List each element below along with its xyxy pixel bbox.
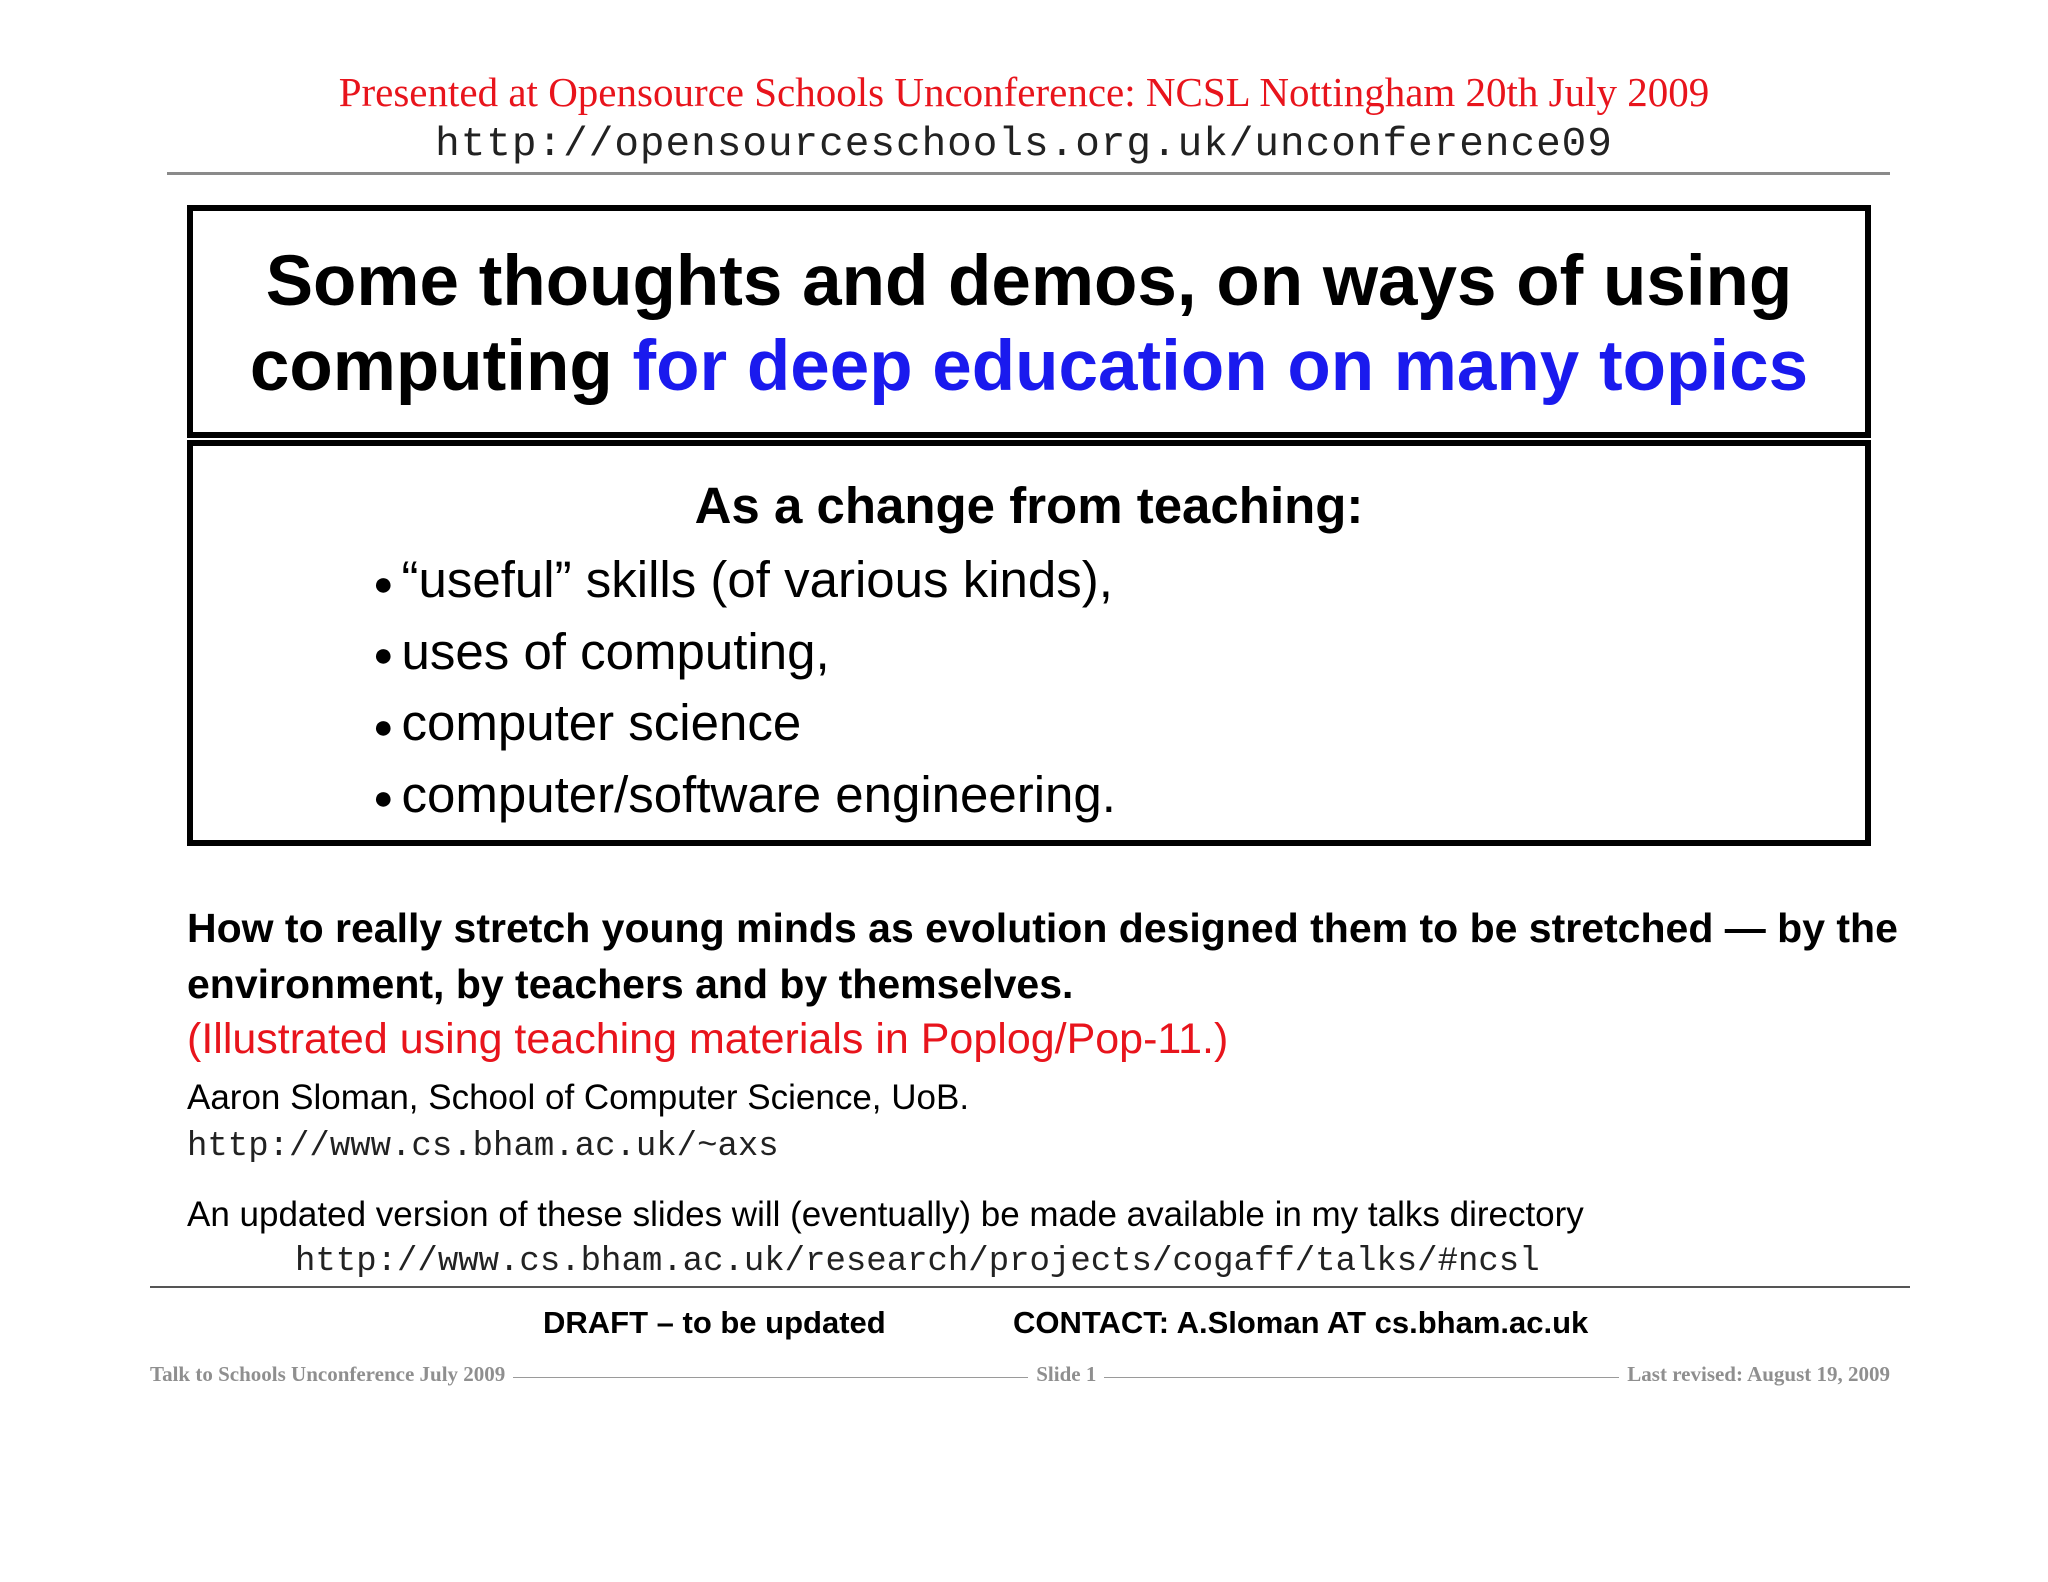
author-line: Aaron Sloman, School of Computer Science, UoB. <box>187 1078 970 1117</box>
bullet-icon: ● <box>373 564 394 603</box>
slide-title <box>193 239 1865 409</box>
top-divider <box>167 172 1890 175</box>
conference-url[interactable]: http://opensourceschools.org.uk/unconference09 <box>435 122 1613 168</box>
title-box <box>187 205 1871 438</box>
footer-leader <box>1104 1377 1619 1378</box>
list-item: ● uses of computing, <box>373 618 1116 690</box>
title-part3: for deep education on many topics <box>632 327 1809 406</box>
bullet-icon: ● <box>373 636 394 675</box>
footer-left: Talk to Schools Unconference July 2009 <box>150 1362 506 1386</box>
bottom-divider <box>150 1286 1910 1288</box>
presented-at-line: Presented at Opensource Schools Unconference: NCSL Nottingham 20th July 2009 <box>338 69 1710 115</box>
talks-url[interactable]: http://www.cs.bham.ac.uk/research/projects/cogaff/talks/#ncsl <box>295 1243 1540 1281</box>
bullet-icon: ● <box>373 779 394 818</box>
footer-right: Last revised: August 19, 2009 <box>1627 1362 1891 1386</box>
slide-number: Slide 1 <box>1036 1362 1097 1386</box>
updated-note: An updated version of these slides will (eventually) be made available in my talks directory <box>187 1195 1584 1234</box>
title-part2: computing <box>249 327 613 406</box>
contact-notice: CONTACT: A.Sloman AT cs.bham.ac.uk <box>1013 1305 1589 1340</box>
change-box <box>187 440 1871 846</box>
footer-leader <box>513 1377 1028 1378</box>
author-url[interactable]: http://www.cs.bham.ac.uk/~axs <box>187 1128 779 1166</box>
list-item: ● computer science <box>373 689 1116 761</box>
change-list <box>373 546 1116 832</box>
slide-footer <box>150 1362 1890 1387</box>
list-item: ● “useful” skills (of various kinds), <box>373 546 1116 618</box>
change-heading: As a change from teaching: <box>694 477 1364 534</box>
draft-notice: DRAFT – to be updated <box>543 1305 886 1340</box>
stretch-statement: How to really stretch young minds as evolution designed them to be stretched — by the environment, by teachers and by themselves. <box>187 905 1898 1007</box>
bullet-icon: ● <box>373 707 394 746</box>
list-item: ● computer/software engineering. <box>373 761 1116 833</box>
illustrated-note: (Illustrated using teaching materials in Poplog/Pop-11.) <box>187 1015 1229 1063</box>
title-part1: Some thoughts and demos, on ways of using <box>265 242 1793 321</box>
